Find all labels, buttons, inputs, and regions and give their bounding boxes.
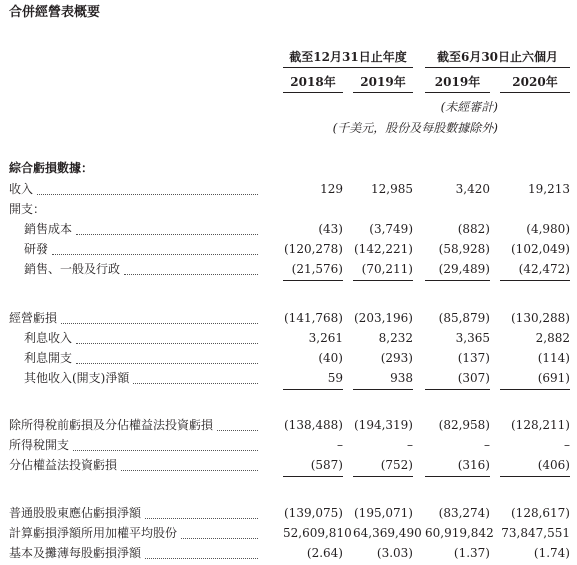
row-value: (752)	[380, 458, 413, 472]
unaudited-note: (未經審計)	[440, 100, 498, 114]
subtotal-rule	[425, 476, 490, 477]
dot-leader	[76, 362, 258, 364]
row-value: (1.74)	[533, 546, 570, 560]
header-group-interim-rule	[425, 67, 570, 68]
row-value: (43)	[318, 222, 343, 236]
dot-leader	[61, 322, 258, 324]
dot-leader	[124, 273, 258, 275]
row-value: 3,261	[308, 331, 343, 345]
row-value: (128,211)	[511, 418, 570, 432]
row-label: 收入	[9, 182, 34, 196]
row-value: (120,278)	[284, 242, 343, 256]
row-value: (138,488)	[284, 418, 343, 432]
header-group-annual: 截至12月31日止年度	[289, 50, 407, 64]
row-value: 73,847,551	[501, 526, 570, 540]
header-year-rule	[425, 92, 490, 93]
row-value: (40)	[318, 351, 343, 365]
section-label: 綜合虧損數據：	[9, 161, 94, 175]
row-value: (691)	[537, 371, 570, 385]
row-value: (130,288)	[511, 311, 570, 325]
row-value: (70,211)	[361, 262, 413, 276]
row-value: (82,958)	[438, 418, 490, 432]
row-value: (406)	[537, 458, 570, 472]
dot-leader	[217, 429, 258, 431]
row-label: 分佔權益法投資虧損	[9, 458, 118, 472]
row-value: (58,928)	[438, 242, 490, 256]
dot-leader	[133, 382, 258, 384]
units-note: (千美元，股份及每股數據除外)	[332, 121, 498, 135]
row-value: (316)	[457, 458, 490, 472]
header-group-interim: 截至6月30日止六個月	[436, 50, 559, 64]
row-label: 開支：	[9, 202, 46, 216]
row-value: 2,882	[535, 331, 570, 345]
header-group-annual-rule	[283, 67, 413, 68]
dot-leader	[121, 469, 258, 471]
header-year-2018: 2018年	[290, 75, 336, 89]
dot-leader	[76, 233, 258, 235]
row-value: (293)	[380, 351, 413, 365]
row-value: (29,489)	[438, 262, 490, 276]
row-value: (139,075)	[284, 506, 343, 520]
row-value: (587)	[310, 458, 343, 472]
row-value: 59	[327, 371, 343, 385]
dot-leader	[145, 557, 258, 559]
subtotal-rule	[500, 389, 570, 390]
row-value: (882)	[457, 222, 490, 236]
row-value: (83,274)	[438, 506, 490, 520]
row-value: (21,576)	[291, 262, 343, 276]
row-value: (203,196)	[354, 311, 413, 325]
row-value: 60,919,842	[425, 526, 494, 540]
subtotal-rule	[283, 280, 343, 281]
row-value: 3,420	[455, 182, 490, 196]
dot-leader	[73, 449, 258, 451]
row-value: 938	[390, 371, 413, 385]
row-value: (128,617)	[511, 506, 570, 520]
subtotal-rule	[283, 476, 343, 477]
subtotal-rule	[425, 280, 490, 281]
row-value: (137)	[457, 351, 490, 365]
subtotal-rule	[283, 389, 343, 390]
subtotal-rule	[353, 280, 413, 281]
row-value: –	[407, 438, 413, 452]
row-value: 52,609,810	[283, 526, 352, 540]
header-year-2020-interim: 2020年	[512, 75, 558, 89]
row-value: (4,980)	[526, 222, 570, 236]
row-value: (307)	[457, 371, 490, 385]
row-value: (102,049)	[511, 242, 570, 256]
row-value: (142,221)	[354, 242, 413, 256]
subtotal-rule	[500, 476, 570, 477]
row-label: 基本及攤薄每股虧損淨額	[9, 546, 142, 560]
dot-leader	[52, 253, 258, 255]
row-label: 普通股股東應佔虧損淨額	[9, 506, 142, 520]
subtotal-rule	[353, 476, 413, 477]
row-value: –	[337, 438, 343, 452]
row-value: (42,472)	[518, 262, 570, 276]
row-value: 3,365	[455, 331, 490, 345]
row-label: 銷售成本	[24, 222, 73, 236]
row-value: (2.64)	[306, 546, 343, 560]
row-value: (1.37)	[453, 546, 490, 560]
row-value: 64,369,490	[353, 526, 422, 540]
row-value: 12,985	[371, 182, 413, 196]
row-value: (195,071)	[354, 506, 413, 520]
header-year-rule	[283, 92, 343, 93]
row-value: (194,319)	[354, 418, 413, 432]
header-year-rule	[353, 92, 413, 93]
row-value: (114)	[537, 351, 570, 365]
header-year-2019-interim: 2019年	[434, 75, 481, 89]
page-title: 合併經營表概要	[9, 5, 101, 20]
row-value: (3,749)	[369, 222, 413, 236]
row-label: 經營虧損	[9, 311, 58, 325]
row-value: 129	[320, 182, 343, 196]
row-label: 除所得稅前虧損及分佔權益法投資虧損	[9, 418, 214, 432]
dot-leader	[37, 193, 258, 195]
subtotal-rule	[500, 280, 570, 281]
row-label: 所得稅開支	[9, 438, 70, 452]
subtotal-rule	[353, 389, 413, 390]
row-value: (3.03)	[376, 546, 413, 560]
row-value: (141,768)	[284, 311, 343, 325]
row-label: 研發	[24, 242, 49, 256]
row-value: –	[484, 438, 490, 452]
header-year-rule	[500, 92, 570, 93]
row-label: 其他收入(開支)淨額	[24, 371, 130, 385]
dot-leader	[145, 517, 258, 519]
header-year-2019: 2019年	[360, 75, 406, 89]
dot-leader	[181, 537, 258, 539]
row-value: –	[564, 438, 570, 452]
row-value: 8,232	[378, 331, 413, 345]
row-value: (85,879)	[438, 311, 490, 325]
row-value: 19,213	[528, 182, 570, 196]
row-label: 計算虧損淨額所用加權平均股份	[9, 526, 178, 540]
dot-leader	[76, 342, 258, 344]
row-label: 利息開支	[24, 351, 73, 365]
row-label: 利息收入	[24, 331, 73, 345]
row-label: 銷售、一般及行政	[24, 262, 121, 276]
subtotal-rule	[425, 389, 490, 390]
